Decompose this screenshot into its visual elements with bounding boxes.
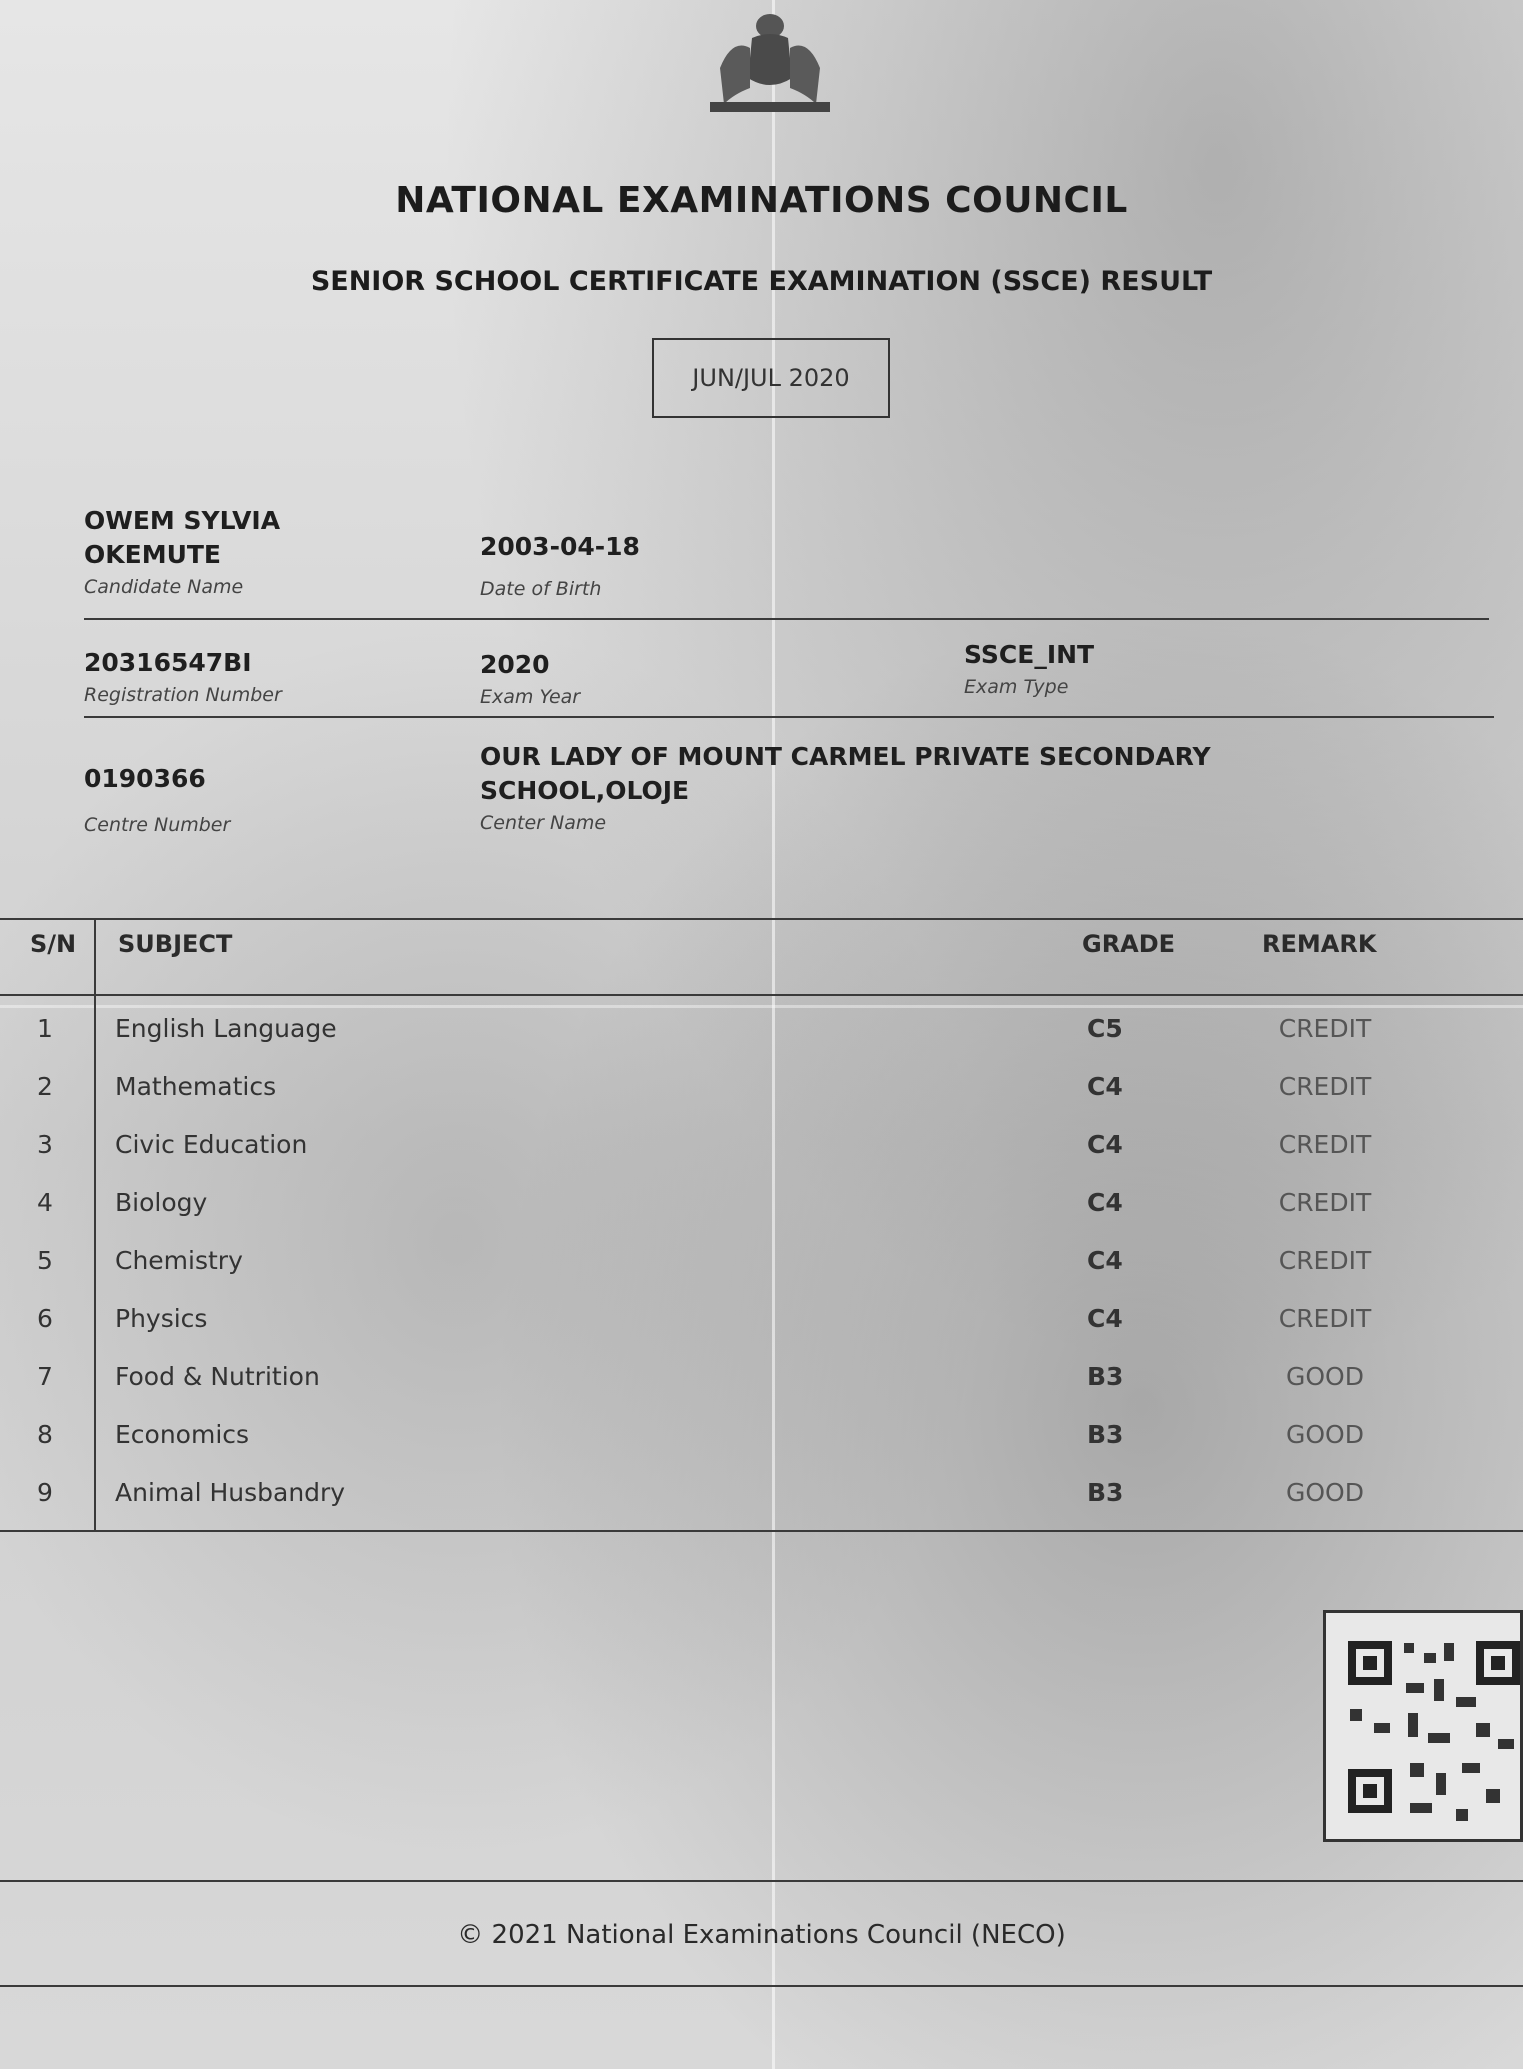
organization-title: NATIONAL EXAMINATIONS COUNCIL [395, 180, 1128, 221]
row-sn: 6 [37, 1304, 53, 1333]
qr-code [1323, 1610, 1523, 1842]
row-subject: Animal Husbandry [115, 1478, 346, 1507]
candidate-name-label: Candidate Name [84, 576, 244, 598]
exam-year-field [480, 648, 580, 708]
exam-type-value: SSCE_INT [964, 640, 1095, 669]
header-remark: REMARK [1262, 930, 1377, 958]
row-sn: 5 [37, 1246, 53, 1275]
row-remark: GOOD [1286, 1420, 1364, 1449]
exam-year-value: 2020 [480, 650, 550, 679]
row-sn: 7 [37, 1362, 53, 1391]
divider [84, 716, 1494, 718]
row-grade: B3 [1087, 1478, 1124, 1507]
row-remark: GOOD [1286, 1478, 1364, 1507]
row-subject: English Language [115, 1014, 337, 1043]
row-grade: C4 [1087, 1188, 1123, 1217]
row-remark: CREDIT [1278, 1130, 1372, 1159]
row-sn: 2 [37, 1072, 53, 1101]
fold-crease-horizontal [0, 1005, 1523, 1008]
candidate-name-line2: OKEMUTE [84, 540, 222, 569]
row-subject: Physics [115, 1304, 208, 1333]
row-remark: CREDIT [1278, 1188, 1372, 1217]
centre-number-label: Centre Number [84, 814, 231, 836]
row-subject: Economics [115, 1420, 250, 1449]
row-sn: 1 [37, 1014, 53, 1043]
row-subject: Mathematics [115, 1072, 277, 1101]
row-remark: CREDIT [1278, 1246, 1372, 1275]
row-remark: CREDIT [1278, 1304, 1372, 1333]
exam-type-field [964, 638, 1094, 698]
exam-type-label: Exam Type [964, 676, 1069, 698]
row-remark: CREDIT [1278, 1014, 1372, 1043]
row-sn: 8 [37, 1420, 53, 1449]
centre-name-line2: SCHOOL,OLOJE [480, 776, 690, 805]
row-grade: C4 [1087, 1072, 1123, 1101]
registration-number: 20316547BI [84, 648, 252, 677]
table-top-border [0, 918, 1523, 920]
footer-bottom-border [0, 1985, 1523, 1987]
table-bottom-border [0, 1530, 1523, 1532]
row-subject: Chemistry [115, 1246, 243, 1275]
row-grade: B3 [1087, 1362, 1124, 1391]
divider [84, 618, 1489, 620]
footer-top-border [0, 1880, 1523, 1882]
row-grade: C4 [1087, 1130, 1123, 1159]
centre-name-label: Center Name [480, 812, 607, 834]
row-subject: Civic Education [115, 1130, 308, 1159]
registration-field [84, 646, 282, 706]
dob-label: Date of Birth [480, 578, 602, 600]
qr-code-icon [1326, 1613, 1520, 1839]
table-row [0, 1304, 1523, 1362]
dob-value: 2003-04-18 [480, 532, 640, 561]
row-grade: C4 [1087, 1304, 1123, 1333]
dob-field [480, 530, 640, 600]
centre-number-field [84, 762, 230, 836]
row-remark: GOOD [1286, 1362, 1364, 1391]
table-row [0, 1130, 1523, 1188]
result-subtitle: SENIOR SCHOOL CERTIFICATE EXAMINATION (SSCE) RESULT [310, 266, 1213, 297]
table-header-border [0, 994, 1523, 996]
table-row [0, 1478, 1523, 1536]
row-sn: 9 [37, 1478, 53, 1507]
centre-name-field [480, 740, 1211, 834]
exam-year-label: Exam Year [480, 686, 581, 708]
table-row [0, 1072, 1523, 1130]
copyright-footer: © 2021 National Examinations Council (NECO) [457, 1920, 1066, 1950]
table-row [0, 1362, 1523, 1420]
candidate-name-field [84, 504, 280, 598]
row-grade: B3 [1087, 1420, 1124, 1449]
row-remark: CREDIT [1278, 1072, 1372, 1101]
row-sn: 3 [37, 1130, 53, 1159]
row-subject: Food & Nutrition [115, 1362, 320, 1391]
table-row [0, 1014, 1523, 1072]
row-grade: C5 [1087, 1014, 1123, 1043]
centre-number-value: 0190366 [84, 764, 206, 793]
row-sn: 4 [37, 1188, 53, 1217]
row-subject: Biology [115, 1188, 208, 1217]
header-subject: SUBJECT [118, 930, 233, 958]
exam-session-box: JUN/JUL 2020 [652, 338, 890, 418]
table-row [0, 1420, 1523, 1478]
row-grade: C4 [1087, 1246, 1123, 1275]
table-row [0, 1188, 1523, 1246]
header-sn: S/N [30, 930, 77, 958]
table-row [0, 1246, 1523, 1304]
candidate-name-line1: OWEM SYLVIA [84, 506, 281, 535]
header-grade: GRADE [1082, 930, 1176, 958]
registration-label: Registration Number [84, 684, 282, 706]
centre-name-line1: OUR LADY OF MOUNT CARMEL PRIVATE SECONDARY [480, 742, 1211, 771]
coat-of-arms-icon [690, 8, 850, 118]
